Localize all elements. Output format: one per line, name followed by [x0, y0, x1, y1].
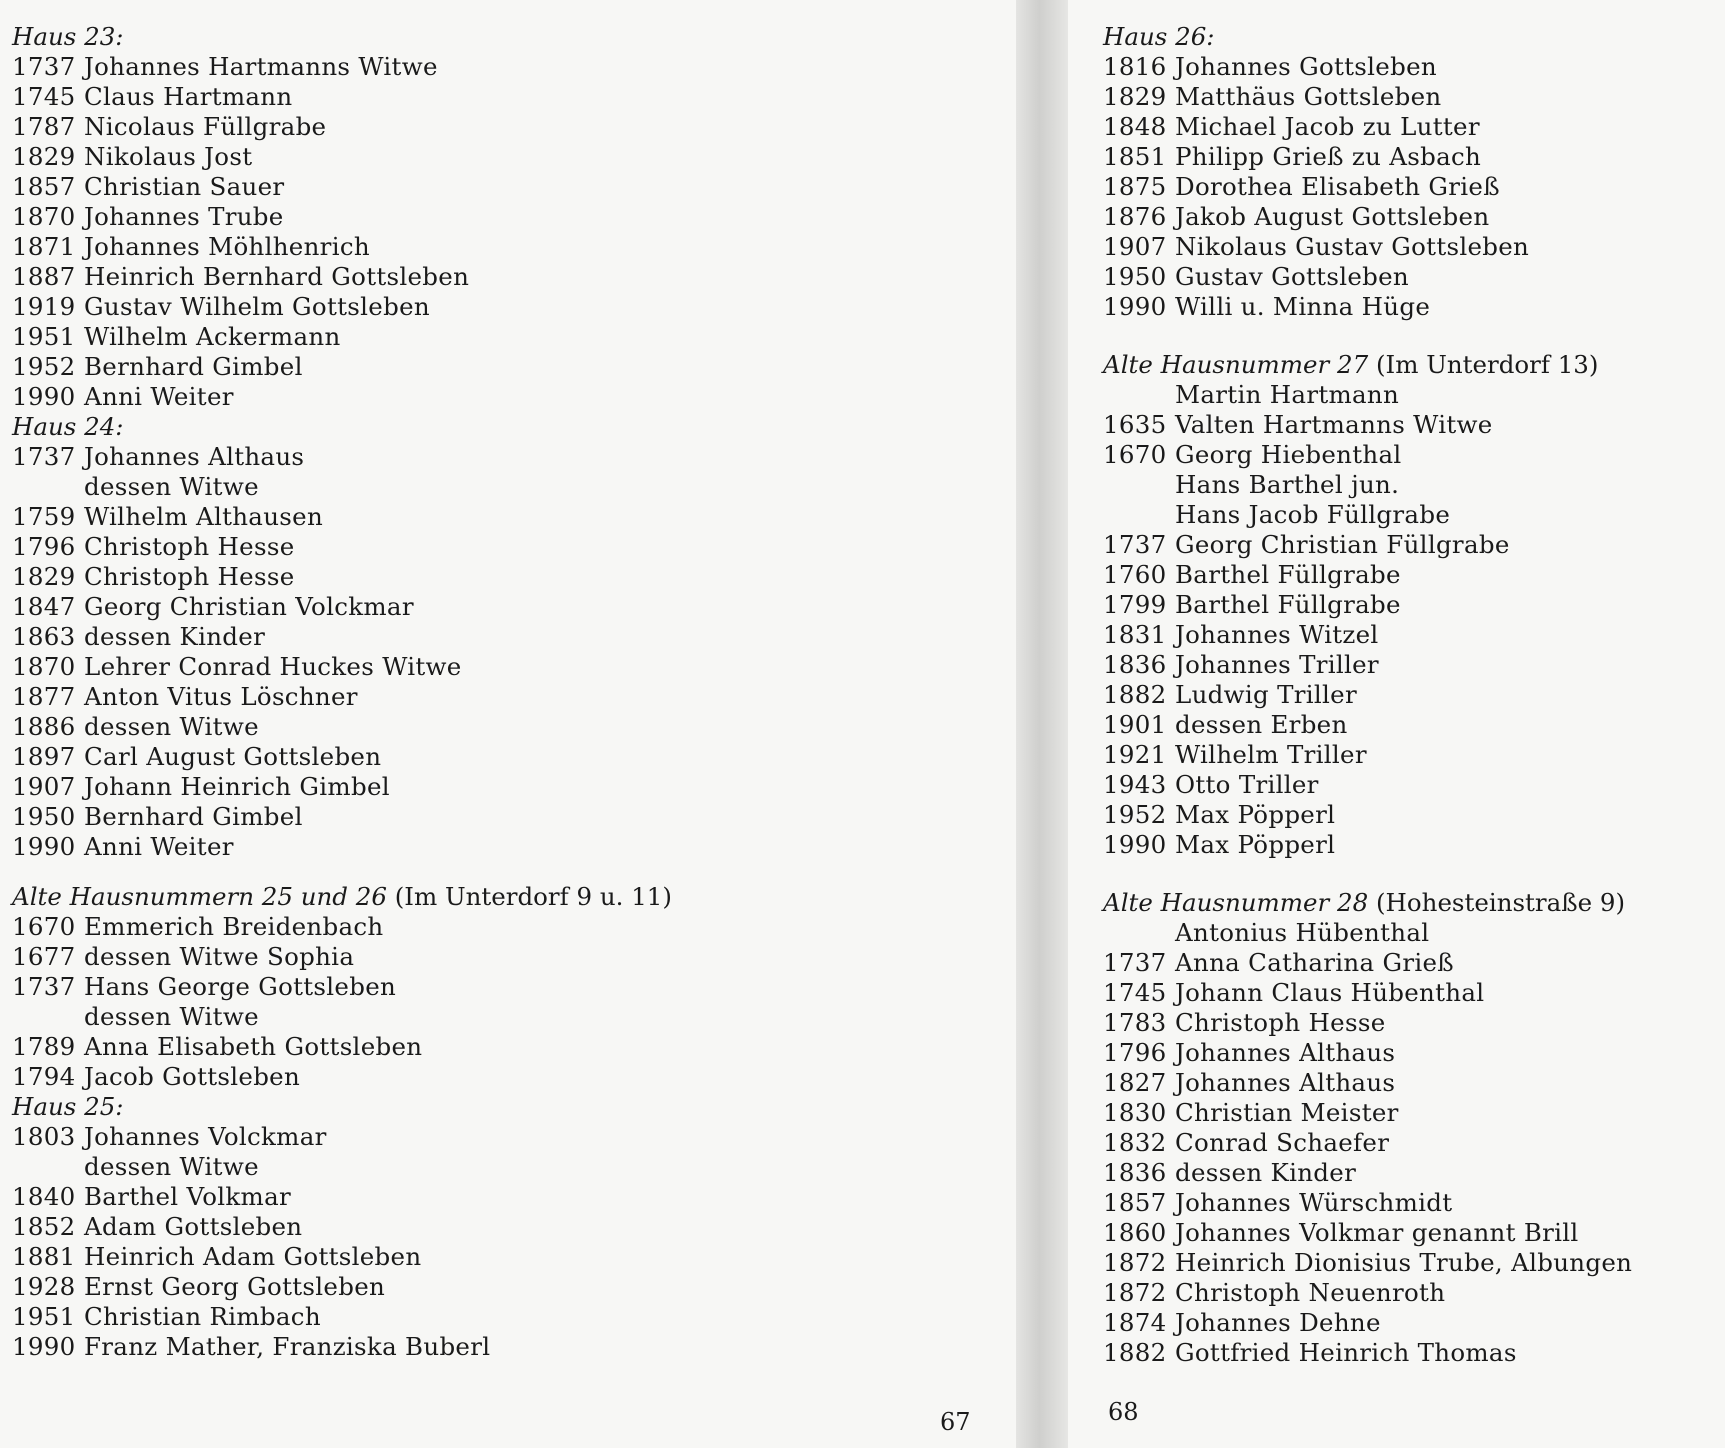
owner-entry — [1103, 410, 1632, 440]
entry-year: 1737 — [12, 972, 76, 1001]
owner-entry — [12, 172, 672, 202]
entry-name: Anni Weiter — [84, 832, 234, 861]
entry-year — [12, 1152, 84, 1182]
entry-year: 1816 — [1103, 52, 1167, 81]
entry-year: 1852 — [12, 1212, 76, 1241]
owner-entry — [12, 1182, 672, 1212]
owner-entry — [1103, 1248, 1632, 1278]
owner-entry — [12, 532, 672, 562]
entry-name: Wilhelm Ackermann — [84, 322, 341, 351]
section-heading — [12, 882, 672, 912]
entry-year: 1990 — [12, 1332, 76, 1361]
entry-year: 1907 — [1103, 232, 1167, 261]
entry-name: Max Pöpperl — [1175, 800, 1336, 829]
entry-year: 1882 — [1103, 680, 1167, 709]
entry-year: 1951 — [12, 1302, 76, 1331]
owner-entry — [1103, 530, 1632, 560]
owner-entry — [1103, 1038, 1632, 1068]
entry-name: Bernhard Gimbel — [84, 802, 303, 831]
owner-entry — [1103, 82, 1632, 112]
entry-name: Hans Barthel jun. — [1175, 470, 1400, 499]
owner-entry — [12, 1152, 672, 1182]
entry-year: 1897 — [12, 742, 76, 771]
entry-name: Christoph Hesse — [1175, 1008, 1386, 1037]
owner-entry — [12, 1122, 672, 1152]
entry-name: Christoph Neuenroth — [1175, 1278, 1446, 1307]
entry-year: 1872 — [1103, 1248, 1167, 1277]
owner-entry — [12, 1002, 672, 1032]
entry-year: 1857 — [12, 172, 76, 201]
entry-year — [1103, 380, 1175, 410]
owner-entry — [1103, 440, 1632, 470]
owner-entry — [1103, 1008, 1632, 1038]
entry-name: Ernst Georg Gottsleben — [84, 1272, 386, 1301]
owner-entry — [12, 322, 672, 352]
owner-entry — [12, 1302, 672, 1332]
owner-entry — [1103, 1278, 1632, 1308]
entry-name: Heinrich Dionisius Trube, Albungen — [1175, 1248, 1633, 1277]
entry-year: 1796 — [12, 532, 76, 561]
entry-year: 1881 — [12, 1242, 76, 1271]
entry-name: Anna Catharina Grieß — [1175, 948, 1454, 977]
entry-year: 1886 — [12, 712, 76, 741]
entry-name: Johann Heinrich Gimbel — [84, 772, 390, 801]
owner-entry — [12, 142, 672, 172]
entry-year: 1745 — [1103, 978, 1167, 1007]
entry-name: Barthel Füllgrabe — [1175, 590, 1401, 619]
owner-entry — [1103, 1068, 1632, 1098]
owner-entry — [1103, 740, 1632, 770]
entry-name: Hans George Gottsleben — [84, 972, 397, 1001]
entry-year: 1928 — [12, 1272, 76, 1301]
owner-entry — [12, 802, 672, 832]
owner-entry — [12, 592, 672, 622]
entry-year: 1870 — [12, 652, 76, 681]
entry-year: 1635 — [1103, 410, 1167, 439]
entry-name: Heinrich Bernhard Gottsleben — [84, 262, 470, 291]
entry-name: Johannes Dehne — [1175, 1308, 1381, 1337]
owner-entry — [1103, 830, 1632, 860]
entry-year: 1952 — [12, 352, 76, 381]
section-spacer — [1103, 860, 1632, 888]
owner-entry — [12, 112, 672, 142]
owner-entry — [1103, 918, 1632, 948]
entry-year: 1907 — [12, 772, 76, 801]
owner-entry — [12, 52, 672, 82]
entry-name: Jacob Gottsleben — [84, 1062, 301, 1091]
owner-entry — [1103, 1188, 1632, 1218]
entry-year: 1921 — [1103, 740, 1167, 769]
owner-entry — [1103, 978, 1632, 1008]
entry-name: Barthel Füllgrabe — [1175, 560, 1401, 589]
entry-name: Matthäus Gottsleben — [1175, 82, 1442, 111]
entry-year: 1874 — [1103, 1308, 1167, 1337]
owner-entry — [1103, 560, 1632, 590]
entry-name: Christian Meister — [1175, 1098, 1399, 1127]
section-heading — [1103, 888, 1632, 918]
owner-entry — [1103, 380, 1632, 410]
entry-year: 1882 — [1103, 1338, 1167, 1367]
entry-name: Georg Christian Volckmar — [84, 592, 414, 621]
entry-year: 1877 — [12, 682, 76, 711]
owner-entry — [12, 82, 672, 112]
section-heading-address: (Im Unterdorf 9 u. 11) — [394, 882, 672, 911]
entry-name: Emmerich Breidenbach — [84, 912, 384, 941]
entry-year: 1863 — [12, 622, 76, 651]
entry-year — [1103, 500, 1175, 530]
entry-name: Johannes Trube — [84, 202, 284, 231]
entry-year: 1860 — [1103, 1218, 1167, 1247]
entry-year: 1794 — [12, 1062, 76, 1091]
page-number-right: 68 — [1108, 1398, 1139, 1426]
entry-name: Barthel Volkmar — [84, 1182, 291, 1211]
owner-entry — [12, 292, 672, 322]
entry-year: 1677 — [12, 942, 76, 971]
owner-entry — [12, 682, 672, 712]
entry-year: 1831 — [1103, 620, 1167, 649]
entry-name: Jakob August Gottsleben — [1175, 202, 1490, 231]
entry-year: 1870 — [12, 202, 76, 231]
owner-entry — [1103, 262, 1632, 292]
entry-name: Bernhard Gimbel — [84, 352, 303, 381]
owner-entry — [1103, 202, 1632, 232]
entry-name: Anton Vitus Löschner — [84, 682, 358, 711]
entry-year: 1919 — [12, 292, 76, 321]
owner-entry — [12, 772, 672, 802]
entry-year — [1103, 470, 1175, 500]
entry-year: 1871 — [12, 232, 76, 261]
entry-year: 1951 — [12, 322, 76, 351]
entry-year: 1759 — [12, 502, 76, 531]
entry-name: Johannes Hartmanns Witwe — [84, 52, 438, 81]
entry-year: 1830 — [1103, 1098, 1167, 1127]
owner-entry — [12, 972, 672, 1002]
owner-entry — [1103, 948, 1632, 978]
entry-year — [1103, 918, 1175, 948]
entry-year: 1787 — [12, 112, 76, 141]
owner-entry — [1103, 590, 1632, 620]
entry-name: Johannes Witzel — [1175, 620, 1379, 649]
entry-name: Christoph Hesse — [84, 532, 295, 561]
entry-name: Johannes Althaus — [84, 442, 305, 471]
entry-name: Johannes Möhlhenrich — [84, 232, 370, 261]
entry-year: 1670 — [1103, 440, 1167, 469]
owner-entry — [12, 1062, 672, 1092]
entry-name: Philipp Grieß zu Asbach — [1175, 142, 1482, 171]
entry-year: 1737 — [1103, 530, 1167, 559]
entry-name: Georg Christian Füllgrabe — [1175, 530, 1510, 559]
owner-entry — [12, 442, 672, 472]
entry-year: 1737 — [12, 442, 76, 471]
entry-year: 1827 — [1103, 1068, 1167, 1097]
entry-name: Franz Mather, Franziska Buberl — [84, 1332, 491, 1361]
entry-name: Johannes Würschmidt — [1175, 1188, 1453, 1217]
entry-name: Antonius Hübenthal — [1175, 918, 1430, 947]
entry-name: Johann Claus Hübenthal — [1175, 978, 1485, 1007]
entry-year: 1857 — [1103, 1188, 1167, 1217]
entry-name: Willi u. Minna Hüge — [1175, 292, 1431, 321]
entry-name: Ludwig Triller — [1175, 680, 1357, 709]
entry-name: dessen Witwe — [84, 1152, 259, 1181]
entry-year: 1990 — [12, 832, 76, 861]
owner-entry — [12, 652, 672, 682]
entry-year: 1872 — [1103, 1278, 1167, 1307]
entry-name: Christian Rimbach — [84, 1302, 321, 1331]
owner-entry — [12, 942, 672, 972]
entry-year: 1952 — [1103, 800, 1167, 829]
owner-entry — [12, 352, 672, 382]
entry-year: 1737 — [1103, 948, 1167, 977]
section-heading — [12, 1092, 672, 1122]
entry-name: dessen Witwe Sophia — [84, 942, 355, 971]
owner-entry — [12, 1332, 672, 1362]
owner-entry — [1103, 470, 1632, 500]
entry-year: 1799 — [1103, 590, 1167, 619]
entry-name: Nicolaus Füllgrabe — [84, 112, 327, 141]
entry-year: 1803 — [12, 1122, 76, 1151]
entry-name: dessen Erben — [1175, 710, 1348, 739]
entry-year: 1950 — [12, 802, 76, 831]
entry-name: Johannes Volkmar genannt Brill — [1175, 1218, 1579, 1247]
entry-name: Gustav Gottsleben — [1175, 262, 1409, 291]
entry-year: 1760 — [1103, 560, 1167, 589]
section-heading-address: (Hohesteinstraße 9) — [1375, 888, 1626, 917]
owner-entry — [12, 1242, 672, 1272]
entry-name: Michael Jacob zu Lutter — [1175, 112, 1480, 141]
section-heading-text: Haus 25: — [12, 1092, 124, 1121]
section-heading-text: Haus 23: — [12, 22, 124, 51]
section-heading-text: Haus 26: — [1103, 22, 1215, 51]
entry-year: 1829 — [1103, 82, 1167, 111]
entry-name: Hans Jacob Füllgrabe — [1175, 500, 1451, 529]
section-spacer — [1103, 322, 1632, 350]
section-heading — [12, 412, 672, 442]
entry-name: Wilhelm Althausen — [84, 502, 324, 531]
section-heading-text: Alte Hausnummern 25 und 26 — [12, 882, 387, 911]
entry-year: 1789 — [12, 1032, 76, 1061]
entry-name: Adam Gottsleben — [84, 1212, 303, 1241]
entry-year: 1840 — [12, 1182, 76, 1211]
entry-year: 1876 — [1103, 202, 1167, 231]
entry-year: 1851 — [1103, 142, 1167, 171]
entry-name: Johannes Volckmar — [84, 1122, 327, 1151]
entry-name: Nikolaus Gustav Gottsleben — [1175, 232, 1530, 261]
owner-entry — [12, 472, 672, 502]
owner-entry — [12, 742, 672, 772]
owner-entry — [1103, 1098, 1632, 1128]
entry-name: Gustav Wilhelm Gottsleben — [84, 292, 430, 321]
entry-name: Otto Triller — [1175, 770, 1319, 799]
owner-entry — [12, 382, 672, 412]
entry-name: Claus Hartmann — [84, 82, 293, 111]
entry-name: Dorothea Elisabeth Grieß — [1175, 172, 1500, 201]
entry-name: Conrad Schaefer — [1175, 1128, 1390, 1157]
entry-name: Wilhelm Triller — [1175, 740, 1367, 769]
owner-entry — [12, 1212, 672, 1242]
owner-entry — [1103, 112, 1632, 142]
owner-entry — [12, 712, 672, 742]
entry-name: dessen Kinder — [1175, 1158, 1357, 1187]
entry-year: 1887 — [12, 262, 76, 291]
entry-name: dessen Witwe — [84, 712, 259, 741]
entry-name: Gottfried Heinrich Thomas — [1175, 1338, 1517, 1367]
entry-year: 1990 — [12, 382, 76, 411]
entry-year: 1836 — [1103, 1158, 1167, 1187]
owner-entry — [12, 832, 672, 862]
owner-entry — [12, 562, 672, 592]
entry-year: 1847 — [12, 592, 76, 621]
right-column — [1103, 22, 1632, 1368]
owner-entry — [1103, 650, 1632, 680]
entry-name: dessen Witwe — [84, 1002, 259, 1031]
entry-name: Johannes Althaus — [1175, 1068, 1396, 1097]
entry-year: 1901 — [1103, 710, 1167, 739]
owner-entry — [12, 202, 672, 232]
entry-year: 1875 — [1103, 172, 1167, 201]
owner-entry — [1103, 142, 1632, 172]
entry-name: Johannes Triller — [1175, 650, 1379, 679]
entry-year: 1737 — [12, 52, 76, 81]
entry-year: 1990 — [1103, 830, 1167, 859]
owner-entry — [12, 232, 672, 262]
owner-entry — [1103, 1308, 1632, 1338]
owner-entry — [1103, 232, 1632, 262]
section-heading-text: Haus 24: — [12, 412, 124, 441]
section-heading-text: Alte Hausnummer 27 — [1103, 350, 1369, 379]
entry-year: 1990 — [1103, 292, 1167, 321]
page-number-left: 67 — [940, 1408, 971, 1436]
section-heading-address: (Im Unterdorf 13) — [1375, 350, 1599, 379]
entry-name: Anni Weiter — [84, 382, 234, 411]
owner-entry — [1103, 680, 1632, 710]
owner-entry — [12, 262, 672, 292]
owner-entry — [1103, 710, 1632, 740]
entry-name: Johannes Gottsleben — [1175, 52, 1437, 81]
section-heading — [12, 22, 672, 52]
owner-entry — [1103, 500, 1632, 530]
entry-name: Christoph Hesse — [84, 562, 295, 591]
section-heading — [1103, 350, 1632, 380]
entry-name: Nikolaus Jost — [84, 142, 253, 171]
owner-entry — [1103, 620, 1632, 650]
book-gutter — [1016, 0, 1068, 1448]
entry-year: 1829 — [12, 142, 76, 171]
entry-name: Max Pöpperl — [1175, 830, 1336, 859]
entry-name: Heinrich Adam Gottsleben — [84, 1242, 422, 1271]
owner-entry — [12, 1032, 672, 1062]
entry-year — [12, 472, 84, 502]
owner-entry — [1103, 1158, 1632, 1188]
entry-year: 1745 — [12, 82, 76, 111]
owner-entry — [1103, 1338, 1632, 1368]
right-page — [1068, 0, 1725, 1448]
entry-name: Lehrer Conrad Huckes Witwe — [84, 652, 462, 681]
owner-entry — [1103, 770, 1632, 800]
entry-year: 1950 — [1103, 262, 1167, 291]
entry-name: Martin Hartmann — [1175, 380, 1400, 409]
entry-year: 1832 — [1103, 1128, 1167, 1157]
owner-entry — [1103, 800, 1632, 830]
entry-year: 1836 — [1103, 650, 1167, 679]
owner-entry — [1103, 1218, 1632, 1248]
owner-entry — [12, 912, 672, 942]
owner-entry — [1103, 292, 1632, 322]
owner-entry — [1103, 172, 1632, 202]
entry-name: Carl August Gottsleben — [84, 742, 382, 771]
owner-entry — [1103, 1128, 1632, 1158]
entry-name: Johannes Althaus — [1175, 1038, 1396, 1067]
section-spacer — [12, 862, 672, 882]
section-heading-text: Alte Hausnummer 28 — [1103, 888, 1369, 917]
entry-year: 1943 — [1103, 770, 1167, 799]
owner-entry — [12, 622, 672, 652]
entry-year: 1783 — [1103, 1008, 1167, 1037]
owner-entry — [12, 1272, 672, 1302]
entry-name: Christian Sauer — [84, 172, 285, 201]
entry-name: Anna Elisabeth Gottsleben — [84, 1032, 423, 1061]
entry-name: Valten Hartmanns Witwe — [1175, 410, 1493, 439]
entry-name: dessen Witwe — [84, 472, 259, 501]
entry-year: 1796 — [1103, 1038, 1167, 1067]
owner-entry — [12, 502, 672, 532]
entry-name: dessen Kinder — [84, 622, 266, 651]
left-column — [12, 22, 672, 1362]
section-heading — [1103, 22, 1632, 52]
owner-entry — [1103, 52, 1632, 82]
entry-year: 1670 — [12, 912, 76, 941]
entry-year: 1829 — [12, 562, 76, 591]
entry-year — [12, 1002, 84, 1032]
entry-year: 1848 — [1103, 112, 1167, 141]
entry-name: Georg Hiebenthal — [1175, 440, 1402, 469]
